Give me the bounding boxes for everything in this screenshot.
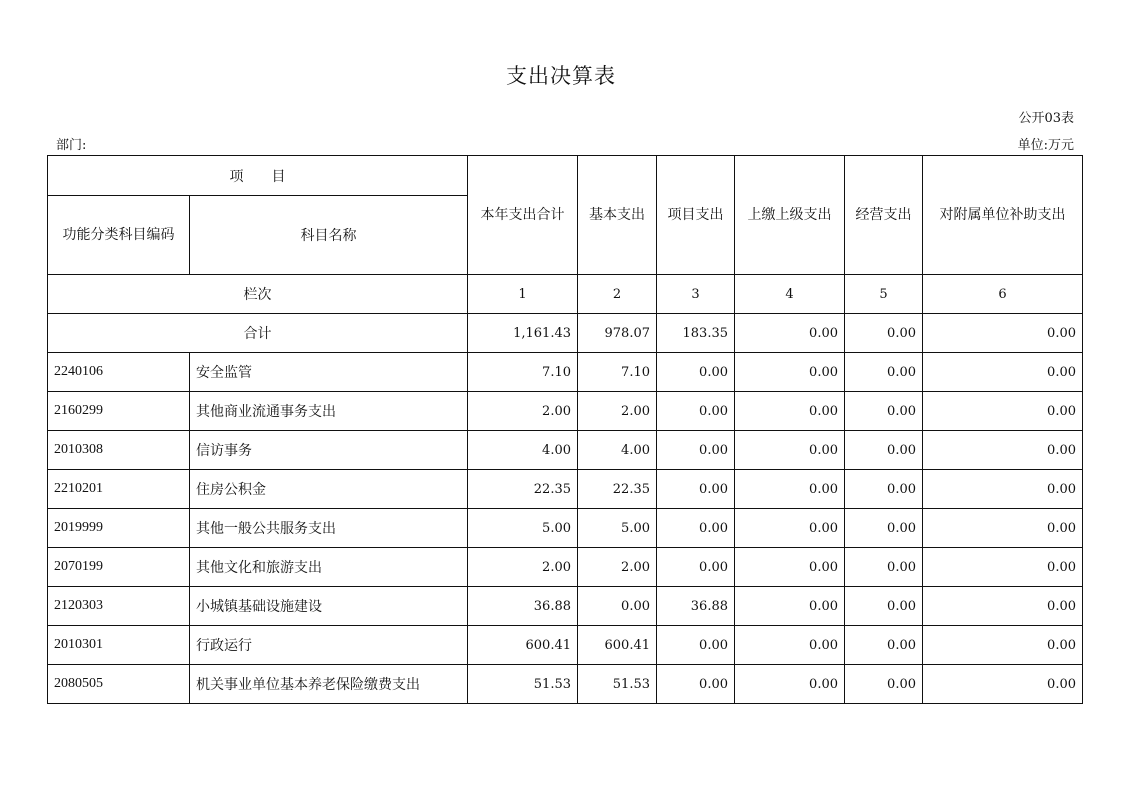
row-subject-name: 信访事务	[190, 431, 468, 470]
total-value: 0.00	[735, 314, 845, 353]
row-value: 0.00	[845, 470, 923, 509]
header-project-expenditure: 项目支出	[657, 156, 735, 275]
row-value: 0.00	[578, 587, 657, 626]
row-function-code: 2210201	[48, 470, 190, 509]
column-index-number: 4	[735, 275, 845, 314]
row-function-code: 2160299	[48, 392, 190, 431]
row-value: 0.00	[845, 509, 923, 548]
total-label: 合计	[48, 314, 468, 353]
row-value: 0.00	[657, 392, 735, 431]
row-value: 0.00	[735, 626, 845, 665]
row-value: 600.41	[578, 626, 657, 665]
row-value: 0.00	[923, 665, 1083, 704]
row-function-code: 2080505	[48, 665, 190, 704]
row-value: 0.00	[735, 470, 845, 509]
row-value: 0.00	[735, 548, 845, 587]
row-value: 0.00	[845, 548, 923, 587]
total-value: 0.00	[923, 314, 1083, 353]
row-value: 51.53	[468, 665, 578, 704]
total-value: 0.00	[845, 314, 923, 353]
row-function-code: 2019999	[48, 509, 190, 548]
row-subject-name: 住房公积金	[190, 470, 468, 509]
row-value: 0.00	[657, 665, 735, 704]
row-value: 0.00	[923, 509, 1083, 548]
column-index-number: 2	[578, 275, 657, 314]
table-row	[48, 509, 1083, 548]
row-value: 7.10	[578, 353, 657, 392]
row-function-code: 2010301	[48, 626, 190, 665]
row-value: 22.35	[578, 470, 657, 509]
row-value: 7.10	[468, 353, 578, 392]
department-label: 部门:	[56, 138, 87, 153]
table-row	[48, 587, 1083, 626]
row-value: 0.00	[735, 587, 845, 626]
column-index-label: 栏次	[48, 275, 468, 314]
row-value: 0.00	[923, 587, 1083, 626]
row-value: 0.00	[657, 548, 735, 587]
row-value: 0.00	[735, 665, 845, 704]
column-index-row	[48, 275, 1083, 314]
table-row	[48, 626, 1083, 665]
row-value: 0.00	[735, 353, 845, 392]
row-value: 0.00	[845, 353, 923, 392]
column-index-number: 5	[845, 275, 923, 314]
row-value: 2.00	[468, 392, 578, 431]
header-remit-superior: 上缴上级支出	[735, 156, 845, 275]
column-index-number: 1	[468, 275, 578, 314]
header-subsidiary-subsidy: 对附属单位补助支出	[923, 156, 1083, 275]
row-value: 5.00	[578, 509, 657, 548]
unit-label: 单位:万元	[1017, 138, 1074, 153]
row-subject-name: 其他一般公共服务支出	[190, 509, 468, 548]
table-row	[48, 665, 1083, 704]
row-subject-name: 其他商业流通事务支出	[190, 392, 468, 431]
row-value: 2.00	[578, 392, 657, 431]
row-value: 22.35	[468, 470, 578, 509]
row-value: 36.88	[468, 587, 578, 626]
row-value: 0.00	[923, 548, 1083, 587]
row-subject-name: 行政运行	[190, 626, 468, 665]
expenditure-table	[47, 155, 1083, 704]
header-basic-expenditure: 基本支出	[578, 156, 657, 275]
row-value: 600.41	[468, 626, 578, 665]
row-value: 0.00	[845, 392, 923, 431]
row-subject-name: 安全监管	[190, 353, 468, 392]
row-value: 2.00	[578, 548, 657, 587]
row-value: 0.00	[845, 665, 923, 704]
row-function-code: 2010308	[48, 431, 190, 470]
row-function-code: 2120303	[48, 587, 190, 626]
row-value: 0.00	[735, 392, 845, 431]
table-row	[48, 431, 1083, 470]
row-value: 0.00	[923, 626, 1083, 665]
row-value: 0.00	[735, 431, 845, 470]
header-total-expenditure: 本年支出合计	[468, 156, 578, 275]
header-operating-expenditure: 经营支出	[845, 156, 923, 275]
row-value: 0.00	[657, 353, 735, 392]
header-function-code: 功能分类科目编码	[48, 196, 190, 275]
table-row	[48, 392, 1083, 431]
row-subject-name: 其他文化和旅游支出	[190, 548, 468, 587]
table-row	[48, 470, 1083, 509]
form-code: 公开03表	[1018, 111, 1074, 126]
row-value: 0.00	[657, 470, 735, 509]
row-subject-name: 机关事业单位基本养老保险缴费支出	[190, 665, 468, 704]
row-value: 0.00	[923, 470, 1083, 509]
row-function-code: 2070199	[48, 548, 190, 587]
table-row	[48, 548, 1083, 587]
row-value: 0.00	[923, 431, 1083, 470]
row-value: 0.00	[845, 626, 923, 665]
row-value: 51.53	[578, 665, 657, 704]
row-value: 0.00	[923, 392, 1083, 431]
header-subject-name: 科目名称	[190, 196, 468, 275]
row-value: 0.00	[657, 509, 735, 548]
row-value: 0.00	[845, 587, 923, 626]
row-value: 2.00	[468, 548, 578, 587]
total-value: 978.07	[578, 314, 657, 353]
total-value: 1,161.43	[468, 314, 578, 353]
table-row	[48, 353, 1083, 392]
row-value: 0.00	[923, 353, 1083, 392]
page-title: 支出决算表	[506, 64, 616, 88]
row-function-code: 2240106	[48, 353, 190, 392]
row-subject-name: 小城镇基础设施建设	[190, 587, 468, 626]
row-value: 0.00	[735, 509, 845, 548]
row-value: 4.00	[468, 431, 578, 470]
row-value: 5.00	[468, 509, 578, 548]
row-value: 4.00	[578, 431, 657, 470]
total-value: 183.35	[657, 314, 735, 353]
item-group-header: 项 目	[48, 156, 468, 196]
row-value: 0.00	[657, 626, 735, 665]
row-value: 36.88	[657, 587, 735, 626]
total-row	[48, 314, 1083, 353]
column-index-number: 6	[923, 275, 1083, 314]
column-index-number: 3	[657, 275, 735, 314]
row-value: 0.00	[845, 431, 923, 470]
row-value: 0.00	[657, 431, 735, 470]
